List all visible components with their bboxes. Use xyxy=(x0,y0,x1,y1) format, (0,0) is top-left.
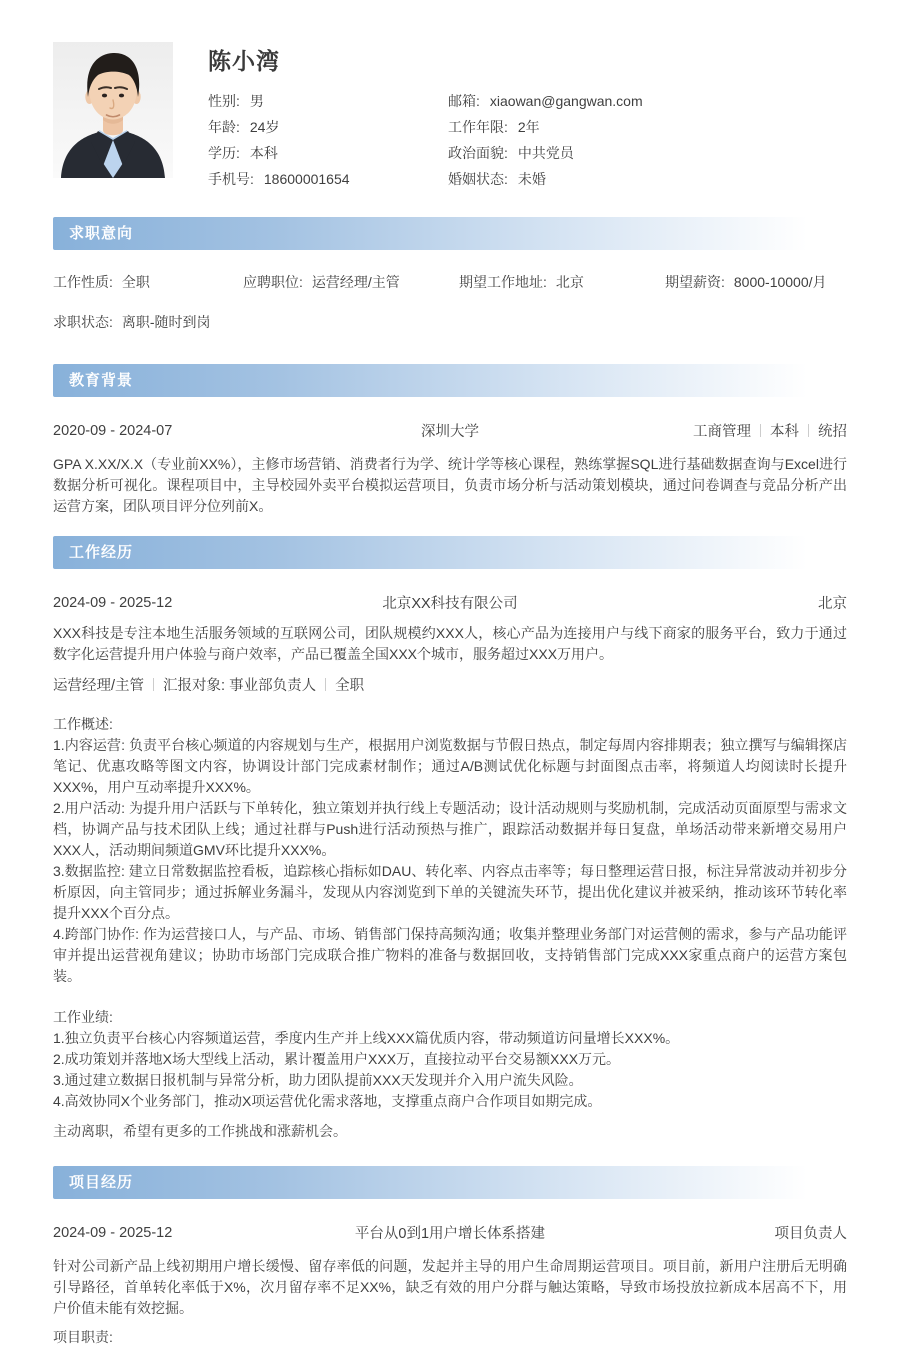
intent-field-salary xyxy=(665,272,847,292)
project-background: 针对公司新产品上线初期用户增长缓慢、留存率低的问题，发起并主导的用户生命周期运营项目。项目前，新用户注册后无明确引导路径，首单转化率低于X%，次月留存率不足XX%，缺乏有效的用户分群与触达策略，导致市场投放拉新成本居高不下，用户价值未能有效挖掘。 xyxy=(53,1258,847,1316)
divider xyxy=(153,678,154,691)
section-header-education xyxy=(53,364,847,397)
header-info xyxy=(208,42,847,185)
divider xyxy=(760,424,761,437)
project-name: 平台从0到1用户增长体系搭建 xyxy=(354,1226,546,1242)
section-work-experience xyxy=(53,536,847,1142)
project-role: 项目负责人 xyxy=(774,1226,847,1242)
intent-field-location xyxy=(459,272,665,292)
degree: 本科 xyxy=(770,424,799,440)
intent-field-value: 北京 xyxy=(555,274,584,290)
info-field-value: 18600001654 xyxy=(263,171,350,187)
info-field-label: 学历: xyxy=(208,145,240,161)
major: 工商管理 xyxy=(693,424,751,440)
education-description: GPA X.XX/X.X（专业前XX%），主修市场营销、消费者行为学、统计学等核心课程，熟练掌握SQL进行基础数据查询与Excel进行数据分析可视化。课程项目中，主导校园外卖平台模拟运营项目，负责市场分析与活动策划模块，通过问卷调查与竞品分析产出运营方案，团队项目评分位列前X。 xyxy=(53,456,847,514)
intent-field-job-type xyxy=(53,272,243,292)
resume-header xyxy=(53,0,847,185)
work-achievements-block xyxy=(53,1007,847,1112)
info-field-political-status xyxy=(448,143,847,159)
intent-field-value: 运营经理/主管 xyxy=(311,274,400,290)
leave-reason: 主动离职，希望有更多的工作挑战和涨薪机会。 xyxy=(53,1123,347,1139)
intent-field-value: 离职-随时到岗 xyxy=(121,314,211,330)
info-field-label: 性别: xyxy=(208,93,240,109)
section-title: 项目经历 xyxy=(69,1174,134,1191)
info-field-experience-years xyxy=(448,117,847,133)
work-overview-item: 3.数据监控: 建立日常数据监控看板，追踪核心指标如DAU、转化率、内容点击率等；每日整理运营日报，标注异常波动并初步分析原因，向主管同步；通过拆解业务漏斗，发现从内容浏览到下单的关键流失环节，提出优化建议并被采纳，推动该环节转化率提升XXX个百分点。 xyxy=(53,863,847,921)
education-meta-row xyxy=(53,420,847,441)
work-meta-row xyxy=(53,592,847,613)
work-overview-item: 1.内容运营: 负责平台核心频道的内容规划与生产，根据用户浏览数据与节假日热点，制定每周内容排期表；独立撰写与编辑探店笔记、优惠攻略等图文内容，协调设计部门完成素材制作；通过A/B测试优化标题与封面图点击率，将频道人均阅读时长提升XXX%，用户互动率提升XXX%。 xyxy=(53,737,847,795)
project-period: 2024-09 - 2025-12 xyxy=(53,1224,173,1241)
work-period: 2024-09 - 2025-12 xyxy=(53,594,173,611)
work-achievement-item: 1.独立负责平台核心内容频道运营，季度内生产并上线XXX篇优质内容，带动频道访问量增长XXX%。 xyxy=(53,1030,680,1046)
info-field-phone xyxy=(208,169,448,185)
section-header-project xyxy=(53,1166,847,1199)
basic-info-grid xyxy=(208,91,847,185)
intent-field-position xyxy=(243,272,459,292)
work-achievement-item: 4.高效协同X个业务部门，推动X项运营优化需求落地，支撑重点商户合作项目如期完成。 xyxy=(53,1093,602,1109)
info-field-value: 2年 xyxy=(517,119,540,135)
work-overview-label: 工作概述: xyxy=(53,716,113,732)
section-header-work xyxy=(53,536,847,569)
intent-field-label: 期望薪资: xyxy=(665,274,725,290)
info-field-label: 婚姻状态: xyxy=(448,171,508,187)
section-header-job-intent xyxy=(53,217,847,250)
candidate-name: 陈小湾 xyxy=(208,48,280,74)
info-field-value: xiaowan@gangwan.com xyxy=(489,93,643,109)
work-role-tags xyxy=(53,674,847,695)
info-field-value: 中共党员 xyxy=(517,145,574,161)
work-achievements-label: 工作业绩: xyxy=(53,1009,113,1025)
education-tags xyxy=(479,420,847,441)
info-field-value: 本科 xyxy=(249,145,278,161)
employment-type: 全职 xyxy=(335,678,365,694)
section-job-intent xyxy=(53,217,847,332)
profile-photo xyxy=(53,42,173,178)
info-field-label: 手机号: xyxy=(208,171,254,187)
company-intro: XXX科技是专注本地生活服务领域的互联网公司，团队规模约XXX人，核心产品为连接用户与线下商家的服务平台，致力于通过数字化运营提升用户体验与商户效率，产品已覆盖全国XXX个城市，服务超过XXX万用户。 xyxy=(53,625,847,662)
job-intent-row-1 xyxy=(53,272,847,292)
info-field-label: 政治面貌: xyxy=(448,145,508,161)
report-to: 汇报对象: 事业部负责人 xyxy=(163,678,317,694)
job-intent-row-2 xyxy=(53,312,847,332)
info-field-value: 24岁 xyxy=(249,119,280,135)
section-education xyxy=(53,364,847,517)
section-title: 教育背景 xyxy=(69,372,134,389)
work-achievement-item: 3.通过建立数据日报机制与异常分析，助力团队提前XXX天发现并介入用户流失风险。 xyxy=(53,1072,583,1088)
school-name: 深圳大学 xyxy=(421,424,479,440)
info-field-label: 邮箱: xyxy=(448,93,480,109)
intent-field-label: 工作性质: xyxy=(53,274,113,290)
project-meta-row xyxy=(53,1222,847,1243)
divider xyxy=(808,424,809,437)
section-project-experience xyxy=(53,1166,847,1348)
info-field-gender xyxy=(208,91,448,107)
education-period: 2020-09 - 2024-07 xyxy=(53,422,173,439)
intent-field-value: 全职 xyxy=(121,274,150,290)
job-title: 运营经理/主管 xyxy=(53,678,145,694)
divider xyxy=(325,678,326,691)
intent-field-value: 8000-10000/月 xyxy=(733,274,827,290)
work-overview-item: 4.跨部门协作: 作为运营接口人，与产品、市场、销售部门保持高频沟通；收集并整理业务部门对运营侧的需求，参与产品功能评审并提出运营视角建议；协助市场部门完成联合推广物料的准备与数据回收，支持销售部门完成XXX家重点商户的运营方案包装。 xyxy=(53,926,847,984)
info-field-education xyxy=(208,143,448,159)
work-overview-item: 2.用户活动: 为提升用户活跃与下单转化，独立策划并执行线上专题活动；设计活动规则与奖励机制，完成活动页面原型与需求文档，协调产品与技术团队上线；通过社群与Push进行活动预热与推广，跟踪活动数据并每日复盘，单场活动带来新增交易用户XXX人，活动期间频道GMV环比提升XXX%。 xyxy=(53,800,847,858)
intent-field-label: 期望工作地址: xyxy=(459,274,547,290)
info-field-label: 年龄: xyxy=(208,119,240,135)
section-title: 工作经历 xyxy=(69,544,134,561)
project-duty-label: 项目职责: xyxy=(53,1329,113,1345)
work-location: 北京 xyxy=(818,596,847,612)
info-field-age xyxy=(208,117,448,133)
info-field-marital-status xyxy=(448,169,847,185)
work-achievement-item: 2.成功策划并落地X场大型线上活动，累计覆盖用户XXX万，直接拉动平台交易额XXX万元。 xyxy=(53,1051,621,1067)
info-field-label: 工作年限: xyxy=(448,119,508,135)
company-name: 北京XX科技有限公司 xyxy=(382,596,518,612)
profile-photo-illustration xyxy=(53,42,173,178)
enrollment-type: 统招 xyxy=(818,424,847,440)
intent-field-label: 求职状态: xyxy=(53,314,113,330)
intent-field-label: 应聘职位: xyxy=(243,274,303,290)
section-title: 求职意向 xyxy=(69,225,134,242)
info-field-value: 未婚 xyxy=(517,171,546,187)
info-field-email xyxy=(448,91,847,107)
info-field-value: 男 xyxy=(249,93,264,109)
work-overview-block xyxy=(53,714,847,987)
